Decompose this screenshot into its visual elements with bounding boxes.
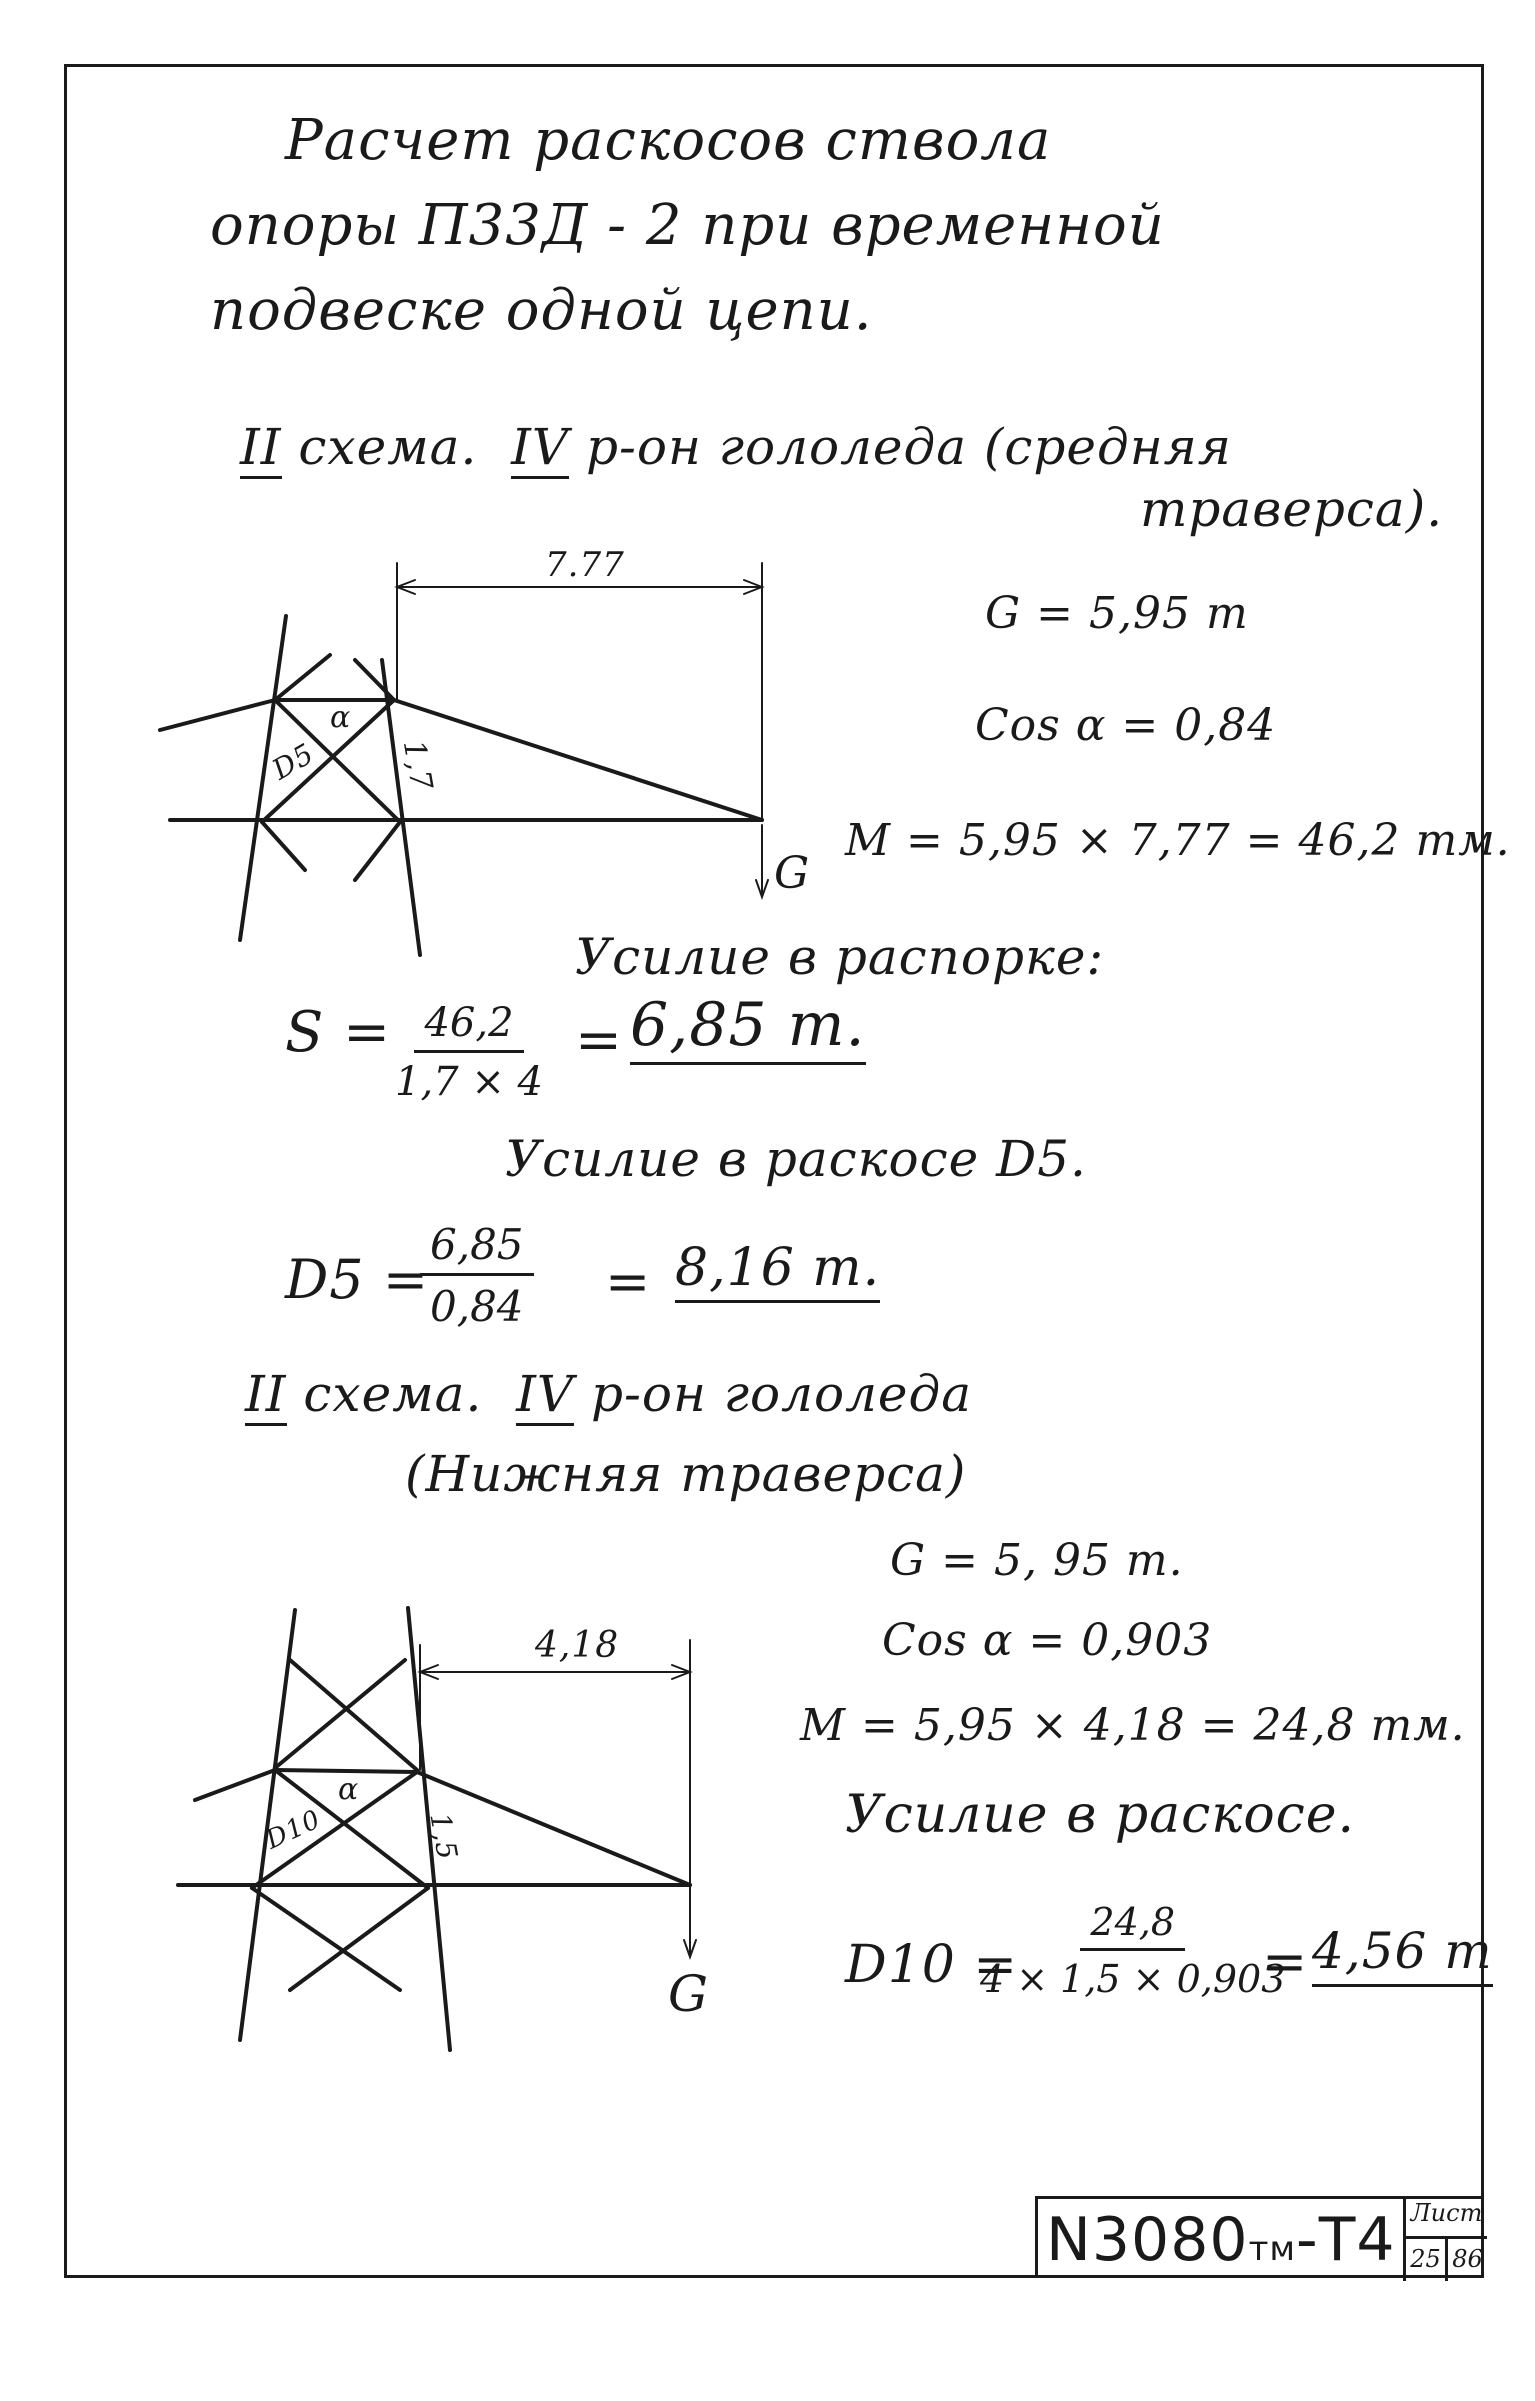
d5-fraction [420,1220,534,1331]
part1-traverse: траверса). [1140,480,1444,538]
part1-d5-label: D5 [266,736,320,787]
part1-schema-word: схема. [298,418,478,476]
part2-cos-value: Cos α = 0,903 [882,1615,1213,1666]
document-code-tail: -Т4 [1296,2205,1396,2275]
part2-schema-word: схема. [303,1365,483,1423]
part2-traverse: (Нижняя траверса) [405,1445,967,1503]
part2-force-title: Усилие в раскосе. [845,1785,1356,1845]
s-lhs: S = [285,1000,392,1065]
s-result: 6,85 т. [630,990,866,1065]
part2-heading [245,1365,972,1423]
part1-d5-title: Усилие в раскосе D5. [505,1130,1087,1188]
s-numerator: 46,2 [414,1000,523,1053]
d5-numerator: 6,85 [420,1220,534,1276]
part1-region-text: р-он гололеда (средняя [585,418,1232,476]
d5-result: 8,16 т. [675,1238,880,1303]
s-denominator: 1,7 × 4 [395,1059,544,1105]
part1-schema-number: II [240,418,282,479]
diagram-1 [160,563,768,955]
d10-numerator: 24,8 [1080,1900,1185,1951]
sheet-number: 25 [1403,2239,1445,2281]
part2-schema-number: II [245,1365,287,1426]
part2-region-number: IV [516,1365,574,1426]
d5-denominator: 0,84 [430,1282,524,1331]
s-fraction [395,1000,543,1105]
document-code-suffix: тм [1248,2229,1297,2269]
s-equals: = [575,1008,623,1073]
part2-d10-label: D10 [261,1804,326,1856]
title-line-2: опоры П33Д - 2 при временной [210,193,1165,258]
title-block [1035,2196,1484,2278]
d10-result: 4,56 т [1312,1922,1493,1987]
part2-height-label: 1,5 [423,1810,465,1863]
part1-g-value: G = 5,95 т [985,588,1249,639]
d10-fraction [980,1900,1285,2001]
d10-equals: = [1262,1930,1309,1993]
part1-moment: M = 5,95 × 7,77 = 46,2 тм. [845,815,1511,866]
part1-dim-label: 7.77 [545,545,625,585]
title-line-1: Расчет раскосов ствола [285,108,1052,173]
part2-dim-label: 4,18 [535,1625,620,1666]
d5-equals: = [605,1250,652,1313]
part1-height-label: 1,7 [395,737,439,794]
part2-alpha-label: α [338,1772,360,1807]
part2-moment: M = 5,95 × 4,18 = 24,8 тм. [800,1700,1466,1751]
part2-region-text: р-он гололеда [590,1365,973,1423]
title-line-3: подвеске одной цепи. [210,278,873,343]
part1-cos-value: Cos α = 0,84 [975,700,1277,751]
sheet-label: Лист [1403,2199,1487,2239]
part2-g-value: G = 5, 95 т. [890,1535,1184,1586]
total-sheets: 86 [1445,2239,1487,2281]
part1-force-title: Усилие в распорке: [575,928,1105,986]
document-code [1046,2205,1396,2275]
part1-load-label: G [774,848,811,899]
part2-load-label: G [668,1965,709,2023]
document-code-main: N3080 [1046,2205,1249,2275]
d10-denominator: 4 × 1,5 × 0,903 [980,1957,1286,2001]
part1-region-number: IV [511,418,569,479]
d10-lhs: D10 = [845,1935,1018,1995]
part1-alpha-label: α [330,700,352,735]
d5-lhs: D5 = [285,1248,430,1311]
